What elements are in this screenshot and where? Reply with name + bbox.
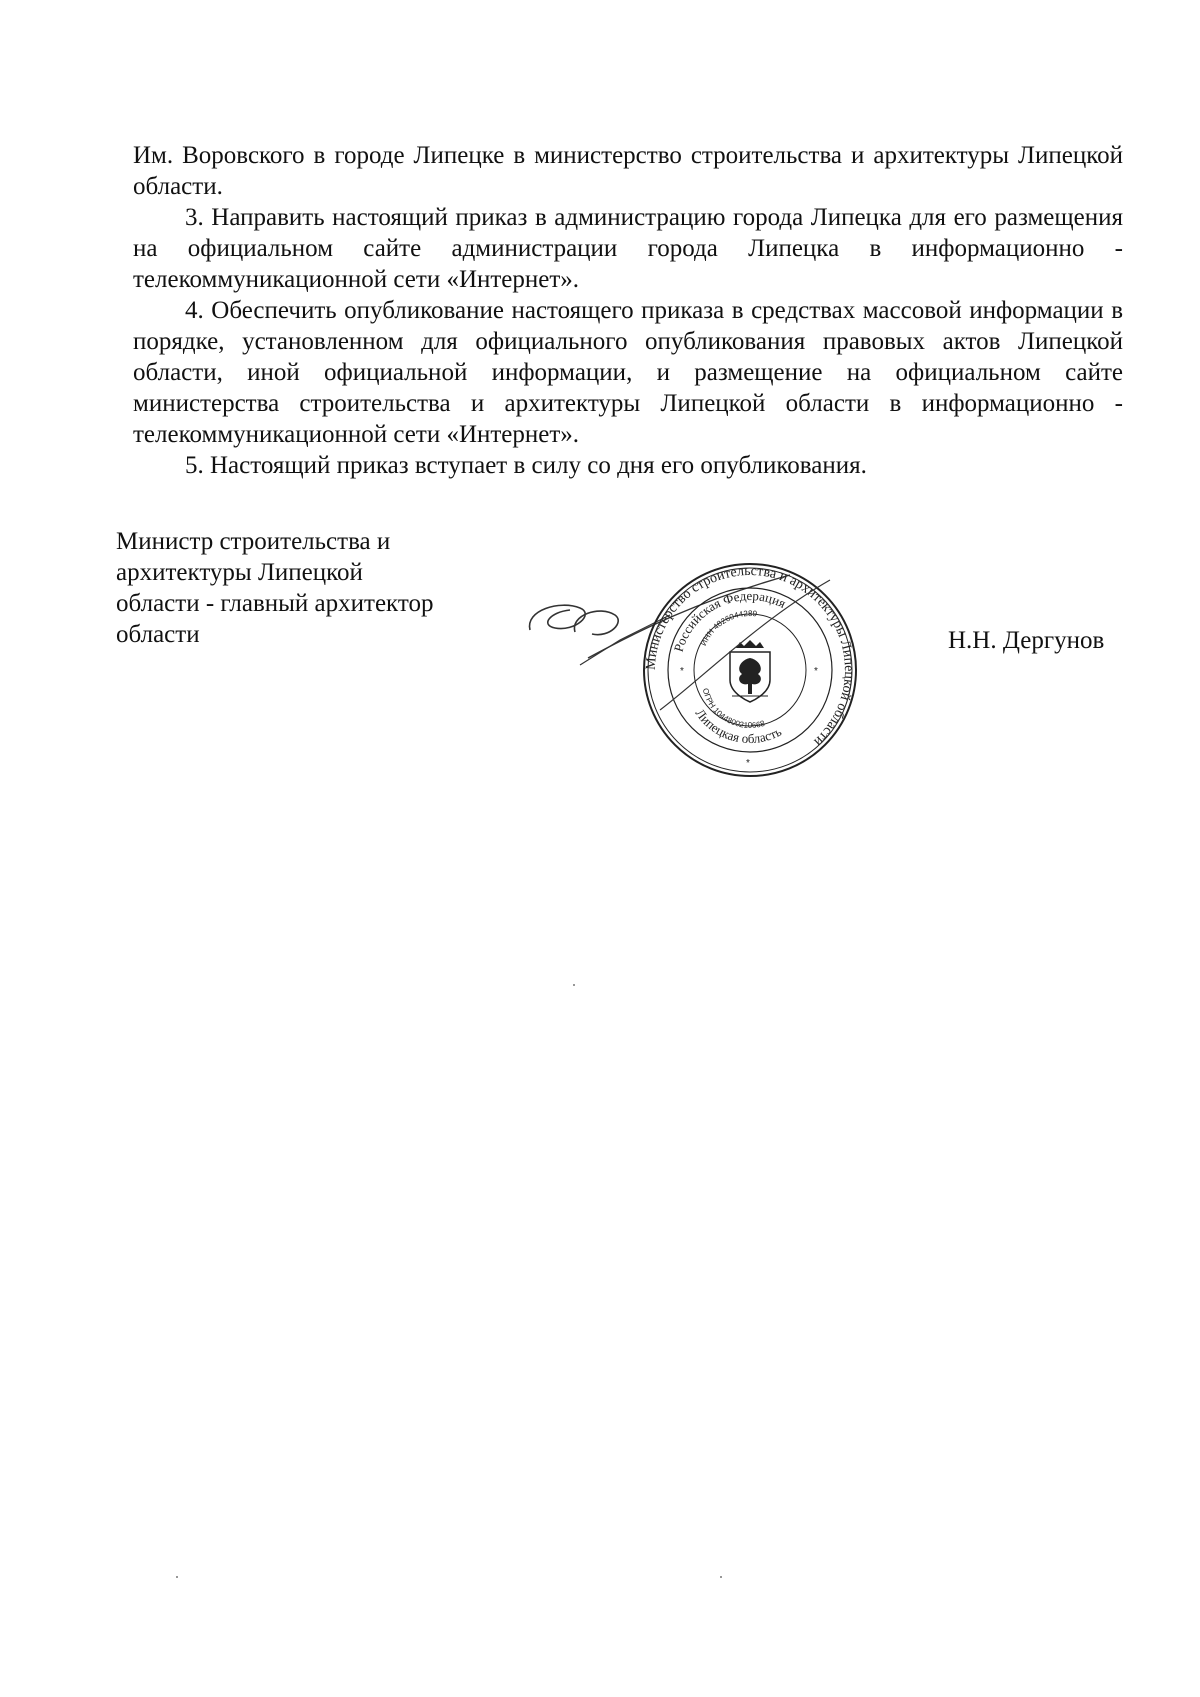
seal-ogrn-text: ОГРН 1044800210668	[700, 687, 766, 731]
seal-outer-text: Министерство строительства и архитектуры Липецкой области	[643, 563, 857, 749]
seal-region-text: Липецкая область	[692, 705, 784, 747]
paragraph-item-3: 3. Направить настоящий приказ в администрацию города Липецка для его размещения на официальном сайте администрации города Липецка в информационно - телекоммуникационной сети «Интернет».	[133, 204, 1123, 293]
position-line: области - главный архитектор	[116, 590, 434, 617]
scan-speck	[176, 1576, 178, 1578]
position-line: области	[116, 621, 200, 648]
paragraph-continuation: Им. Воровского в городе Липецке в министерство строительства и архитектуры Липецкой области.	[133, 142, 1123, 200]
signatory-position	[116, 526, 496, 650]
coat-of-arms-icon	[730, 640, 770, 702]
svg-text:*: *	[680, 666, 684, 677]
position-line: Министр строительства и	[116, 528, 391, 555]
svg-text:*: *	[746, 758, 750, 769]
official-seal	[640, 560, 860, 780]
signer-name: Н.Н. Дергунов	[948, 627, 1105, 654]
svg-text:*: *	[814, 666, 818, 677]
document-body	[133, 140, 1123, 481]
seal-country-text: Российская Федерация	[670, 587, 789, 654]
scan-speck	[573, 984, 575, 986]
position-line: архитектуры Липецкой	[116, 559, 363, 586]
paragraph-item-5: 5. Настоящий приказ вступает в силу со дня его опубликования.	[185, 452, 867, 479]
seal-inn-text: ИНН 4826044289	[698, 608, 758, 648]
paragraph-item-4: 4. Обеспечить опубликование настоящего приказа в средствах массовой информации в порядке, установленном для официального опубликования правовых актов Липецкой области, иной официальной информации, и размещение на официальном сайте министерства строительства и архитектуры Липецкой области в информационно - телекоммуникационной сети «Интернет».	[133, 297, 1123, 448]
scan-speck	[720, 1576, 722, 1578]
